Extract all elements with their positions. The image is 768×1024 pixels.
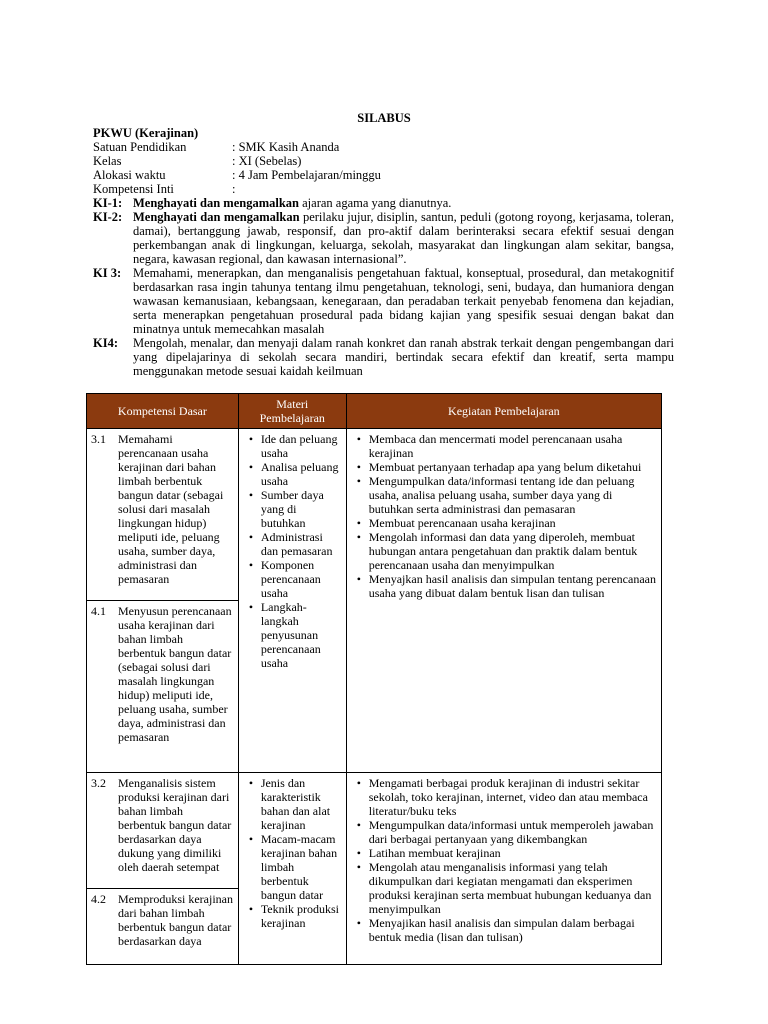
ki-bold: Menghayati dan mengamalkan bbox=[133, 210, 300, 224]
ki-text: Mengolah, menalar, dan menyaji dalam ranah konkret dan ranah abstrak terkait dengan pengembangan dari yang dipelajarinya di sekolah secara mandiri, bertindak secara efektif dan kreatif, serta mampu menggunakan metode sesuai kaidah keilmuan bbox=[133, 336, 674, 378]
kd-text: Menyusun perencanaan usaha kerajinan dari bahan limbah berbentuk bangun datar (sebagai solusi dari masalah lingkungan hidup) meliputi ide, peluang usaha, sumber daya, administrasi dan pemasaran bbox=[118, 604, 232, 744]
kd-text: Menganalisis sistem produksi kerajinan dari bahan limbah berbentuk bangun datar berdasarkan daya dukung yang dimiliki oleh daerah setempat bbox=[118, 776, 232, 874]
list-item: • Membaca dan mencermati model perencanaan usaha kerajinan bbox=[369, 432, 657, 460]
info-value: : SMK Kasih Ananda bbox=[232, 140, 340, 154]
list-item: • Mengumpulkan data/informasi tentang ide dan peluang usaha, analisa peluang usaha, sumber daya yang di butuhkan serta administrasi dan pemasaran bbox=[369, 474, 657, 516]
ki-bold: Menghayati dan mengamalkan bbox=[133, 196, 299, 210]
list-item: • Langkah-langkah penyusunan perencanaan usaha bbox=[261, 600, 342, 670]
list-item: • Komponen perencanaan usaha bbox=[261, 558, 342, 600]
kd-cell bbox=[87, 429, 239, 601]
table-row bbox=[87, 429, 662, 601]
kd-number: 3.2 bbox=[91, 776, 106, 790]
list-item: • Mengamati berbagai produk kerajinan di industri sekitar sekolah, toko kerajinan, internet, video dan atau membaca literatur/buku teks bbox=[369, 776, 657, 818]
table-row bbox=[87, 773, 662, 889]
ki-text: Memahami, menerapkan, dan menganalisis pengetahuan faktual, konseptual, prosedural, dan metakognitif berdasarkan rasa ingin tahunya tentang ilmu pengetahuan, teknologi, seni, budaya, dan humaniora dengan wawasan kemanusiaan, kebangsaan, kenegaraan, dan peradaban terkait penyebab fenomena dan kejadian, serta menerapkan pengetahuan prosedural pada bidang kajian yang spesifik sesuai dengan bakat dan minatnya untuk memecahkan masalah bbox=[133, 266, 674, 336]
ki-2 bbox=[93, 210, 674, 266]
list-item: • Teknik produksi kerajinan bbox=[261, 902, 342, 930]
ki-1 bbox=[93, 196, 674, 210]
list-item: • Latihan membuat kerajinan bbox=[369, 846, 657, 860]
ki-label: KI-1: bbox=[93, 196, 123, 210]
document-title: SILABUS bbox=[357, 111, 411, 125]
info-value: : 4 Jam Pembelajaran/minggu bbox=[232, 168, 381, 182]
ki-label: KI4: bbox=[93, 336, 118, 350]
header-kegiatan: Kegiatan Pembelajaran bbox=[346, 394, 661, 429]
list-item: • Mengolah atau menganalisis informasi yang telah dikumpulkan dari kegiatan mengamati dan eksperimen produksi kerajinan serta membuat hubungan keduanya dan menyimpulkan bbox=[369, 860, 657, 916]
silabus-table bbox=[86, 393, 662, 965]
header-materi: Materi Pembelajaran bbox=[238, 394, 346, 429]
info-value: : bbox=[232, 182, 236, 196]
ki-text: perilaku jujur, disiplin, santun, peduli (gotong royong, kerjasama, toleran, damai), bertanggung jawab, responsif, dan pro-aktif dalam berinteraksi secara efektif sesuai dengan perkembangan anak di lingkungan, keluarga, sekolah, masyarakat dan lingkungan alam sekitar, bangsa, negara, kawasan regional, dan kawasan internasional”. bbox=[133, 210, 674, 266]
info-value: : XI (Sebelas) bbox=[232, 154, 302, 168]
ki-label: KI-2: bbox=[93, 210, 123, 224]
ki-label: KI 3: bbox=[93, 266, 122, 280]
list-item: • Menyajkan hasil analisis dan simpulan tentang perencanaan usaha yang dibuat dalam bentuk lisan dan tulisan bbox=[369, 572, 657, 600]
subject-heading: PKWU (Kerajinan) bbox=[93, 126, 199, 140]
list-item: • Membuat perencanaan usaha kerajinan bbox=[369, 516, 657, 530]
info-key: Satuan Pendidikan bbox=[93, 140, 187, 154]
list-item: • Jenis dan karakteristik bahan dan alat kerajinan bbox=[261, 776, 342, 832]
table-header-row bbox=[87, 394, 662, 429]
list-item: • Membuat pertanyaan terhadap apa yang belum diketahui bbox=[369, 460, 657, 474]
kd-number: 3.1 bbox=[91, 432, 106, 446]
ki-4 bbox=[93, 336, 674, 378]
materi-cell bbox=[238, 773, 346, 965]
ki-text: ajaran agama yang dianutnya. bbox=[299, 196, 452, 210]
kegiatan-cell bbox=[346, 773, 661, 965]
kd-cell bbox=[87, 601, 239, 773]
list-item: • Macam-macam kerajinan bahan limbah berbentuk bangun datar bbox=[261, 832, 342, 902]
kd-number: 4.2 bbox=[91, 892, 106, 906]
kd-text: Memahami perencanaan usaha kerajinan dari bahan limbah berbentuk bangun datar (sebagai solusi dari masalah lingkungan hidup) meliputi ide, peluang usaha, sumber daya, administrasi dan pemasaran bbox=[118, 432, 224, 586]
kd-number: 4.1 bbox=[91, 604, 106, 618]
list-item: • Administrasi dan pemasaran bbox=[261, 530, 342, 558]
info-key: Kompetensi Inti bbox=[93, 182, 174, 196]
list-item: • Analisa peluang usaha bbox=[261, 460, 342, 488]
kd-cell bbox=[87, 889, 239, 965]
kd-text: Memproduksi kerajinan dari bahan limbah berbentuk bangun datar berdasarkan daya bbox=[118, 892, 233, 948]
list-item: • Mengumpulkan data/informasi untuk memperoleh jawaban dari berbagai pertanyaan yang dikembangkan bbox=[369, 818, 657, 846]
list-item: • Menyajikan hasil analisis dan simpulan dalam berbagai bentuk media (lisan dan tulisan) bbox=[369, 916, 657, 944]
kegiatan-cell bbox=[346, 429, 661, 773]
kd-cell bbox=[87, 773, 239, 889]
header-kompetensi-dasar: Kompetensi Dasar bbox=[87, 394, 239, 429]
list-item: • Mengolah informasi dan data yang diperoleh, membuat hubungan antara pengetahuan dan praktik dalam bentuk perencanaan usaha dan menyimpulkan bbox=[369, 530, 657, 572]
info-key: Alokasi waktu bbox=[93, 168, 166, 182]
info-key: Kelas bbox=[93, 154, 122, 168]
list-item: • Ide dan peluang usaha bbox=[261, 432, 342, 460]
materi-cell bbox=[238, 429, 346, 773]
list-item: • Sumber daya yang di butuhkan bbox=[261, 488, 342, 530]
ki-3 bbox=[93, 266, 674, 336]
